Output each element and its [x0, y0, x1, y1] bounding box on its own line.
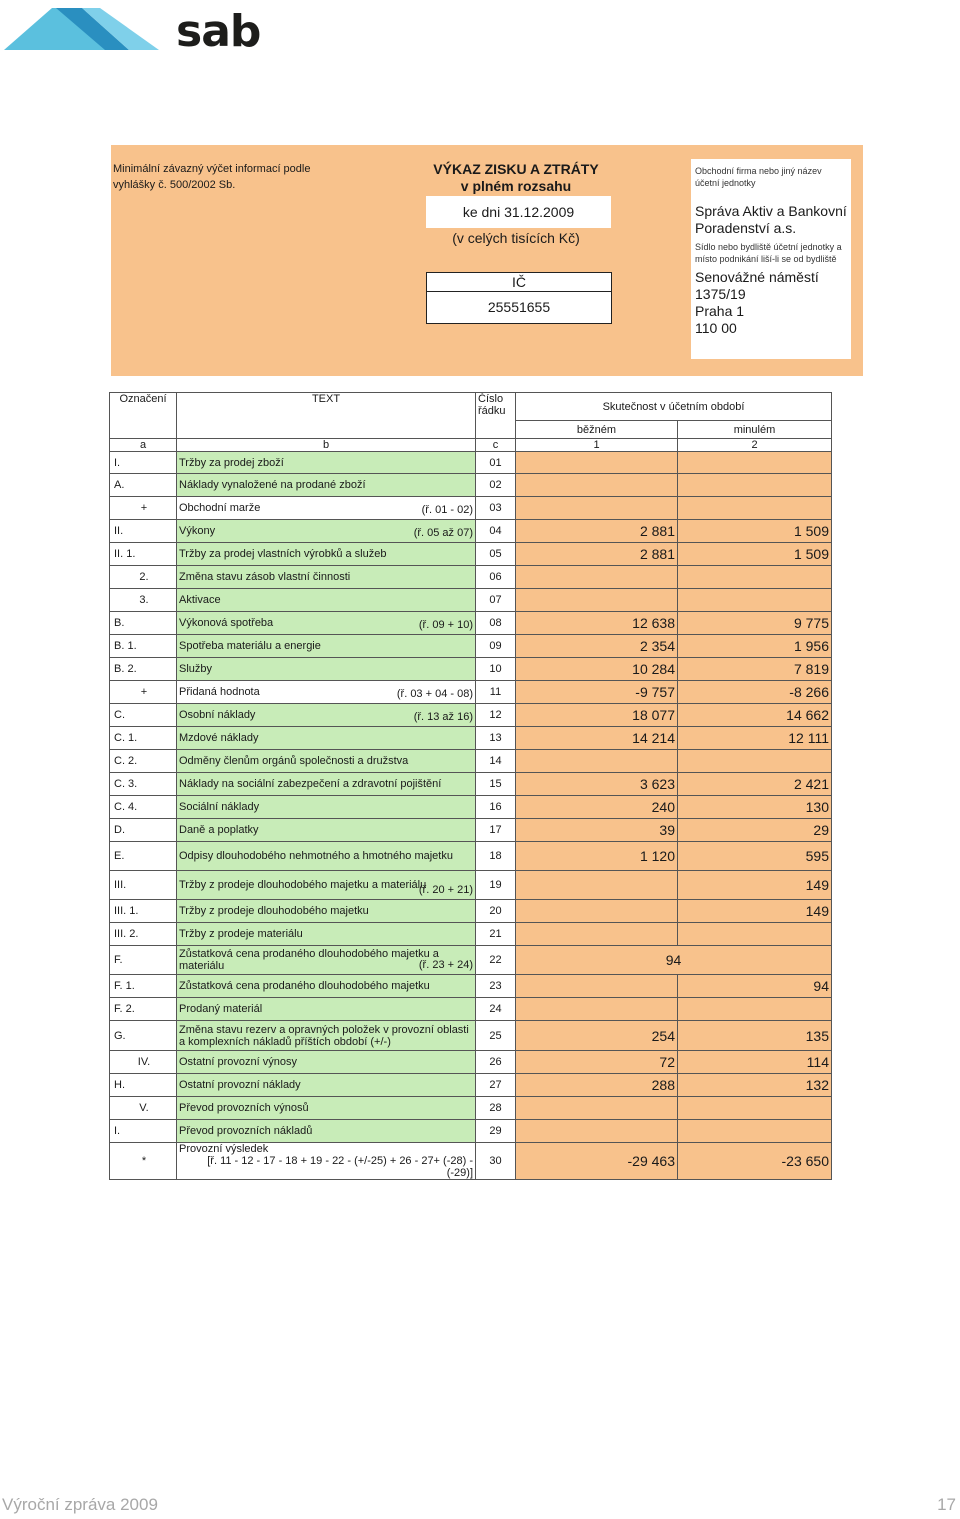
col-header-cislo: Číslo řádku — [476, 393, 516, 439]
table-row — [110, 819, 832, 842]
row-text: Převod provozních nákladů — [179, 1125, 313, 1137]
row-oznaceni: IV. — [110, 1051, 177, 1074]
ic-label: IČ — [427, 273, 611, 292]
row-number: 20 — [476, 900, 516, 923]
row-text-cell — [177, 612, 476, 635]
row-text-cell — [177, 681, 476, 704]
row-text: Sociální náklady — [179, 801, 260, 813]
row-formula: (ř. 01 - 02) — [421, 504, 473, 516]
row-number: 23 — [476, 975, 516, 998]
row-number: 29 — [476, 1120, 516, 1143]
table-row — [110, 1021, 832, 1051]
row-value-current — [516, 1097, 678, 1120]
row-text-cell — [177, 750, 476, 773]
row-text: Změna stavu zásob vlastní činnosti — [179, 571, 351, 583]
row-text: Aktivace — [179, 594, 221, 606]
row-value-current: 2 354 — [516, 635, 678, 658]
row-number: 04 — [476, 520, 516, 543]
row-oznaceni: III. 2. — [110, 923, 177, 946]
row-number: 01 — [476, 452, 516, 474]
report-title-line2: v plném rozsahu — [460, 178, 572, 194]
row-value-current — [516, 900, 678, 923]
row-number: 08 — [476, 612, 516, 635]
row-text: Tržby za prodej zboží — [179, 456, 284, 469]
row-value-previous — [678, 923, 832, 946]
row-value-current: 254 — [516, 1021, 678, 1051]
row-oznaceni: 2. — [110, 566, 177, 589]
ic-value: 25551655 — [487, 299, 551, 315]
table-row — [110, 589, 832, 612]
row-value-previous — [678, 750, 832, 773]
row-oznaceni: F. 2. — [110, 998, 177, 1021]
row-text: Ostatní provozní výnosy — [179, 1056, 297, 1068]
row-oznaceni: C. 2. — [110, 750, 177, 773]
row-text-cell — [177, 819, 476, 842]
row-text-cell — [177, 842, 476, 871]
col-header-oznaceni: Označení — [110, 393, 177, 439]
table-row — [110, 452, 832, 474]
table-row — [110, 497, 832, 520]
company-info — [691, 159, 851, 359]
table-row — [110, 543, 832, 566]
row-value-current — [516, 998, 678, 1021]
row-oznaceni: F. 1. — [110, 975, 177, 998]
report-title — [411, 161, 621, 195]
row-number: 21 — [476, 923, 516, 946]
report-date: ke dni 31.12.2009 — [426, 196, 611, 228]
table-row — [110, 750, 832, 773]
row-text: Zůstatková cena prodaného dlouhodobého majetku — [179, 980, 430, 992]
row-oznaceni: III. — [110, 871, 177, 900]
table-row — [110, 727, 832, 750]
row-oznaceni: V. — [110, 1097, 177, 1120]
row-value-previous: 2 421 — [678, 773, 832, 796]
row-text-cell — [177, 543, 476, 566]
row-value-current: 18 077 — [516, 704, 678, 727]
table-row — [110, 474, 832, 497]
legal-note: Minimální závazný výčet informací podle vyhlášky č. 500/2002 Sb. — [113, 163, 311, 191]
row-text: Tržby z prodeje dlouhodobého majetku a materiálu — [179, 879, 427, 891]
row-text: Tržby z prodeje materiálu — [179, 928, 303, 940]
row-oznaceni: A. — [110, 474, 177, 497]
row-value-previous — [678, 1097, 832, 1120]
row-value-previous: 149 — [678, 871, 832, 900]
row-text: Osobní náklady — [179, 709, 256, 721]
row-text: Služby — [179, 663, 213, 675]
table-row — [110, 946, 832, 975]
row-value-current — [516, 452, 678, 474]
row-text: Výkonová spotřeba — [179, 617, 274, 629]
row-value-previous — [678, 589, 832, 612]
logo-text: sab — [176, 6, 261, 57]
row-text-cell — [177, 946, 476, 975]
row-value-current: 10 284 — [516, 658, 678, 681]
table-row — [110, 658, 832, 681]
table-row — [110, 900, 832, 923]
row-text: Tržby z prodeje dlouhodobého majetku — [179, 905, 369, 917]
row-value-previous: 94 — [678, 975, 832, 998]
row-oznaceni: + — [110, 497, 177, 520]
table-row — [110, 998, 832, 1021]
row-text-cell — [177, 1021, 476, 1051]
logo-mountain-icon — [4, 4, 164, 54]
row-formula: [ř. 11 - 12 - 17 - 18 + 19 - 22 - (+/-25) + 26 - 27+ (-28) - (-29)] — [207, 1155, 473, 1179]
row-value-current: 2 881 — [516, 543, 678, 566]
row-formula: (ř. 09 + 10) — [418, 619, 473, 631]
row-number: 16 — [476, 796, 516, 819]
row-value-previous: 114 — [678, 1051, 832, 1074]
row-text-cell — [177, 998, 476, 1021]
row-number: 26 — [476, 1051, 516, 1074]
row-number: 02 — [476, 474, 516, 497]
row-text: Zůstatková cena prodaného dlouhodobého majetku a materiálu — [179, 948, 439, 972]
row-text-cell — [177, 1143, 476, 1180]
table-row — [110, 871, 832, 900]
row-number: 18 — [476, 842, 516, 871]
row-text-cell — [177, 923, 476, 946]
row-value-current — [516, 474, 678, 497]
table-row — [110, 842, 832, 871]
sub-header-1: 1 — [516, 439, 678, 452]
ic-box — [426, 272, 612, 324]
col-header-bezne: běžném — [516, 421, 678, 439]
table-row — [110, 1097, 832, 1120]
row-value-previous: -23 650 — [678, 1143, 832, 1180]
table-row — [110, 520, 832, 543]
sub-header-2: 2 — [678, 439, 832, 452]
row-formula: (ř. 13 až 16) — [413, 711, 473, 723]
row-oznaceni: G. — [110, 1021, 177, 1051]
row-value-previous — [678, 998, 832, 1021]
row-number: 19 — [476, 871, 516, 900]
row-value-current — [516, 923, 678, 946]
row-formula: (ř. 23 + 24) — [418, 959, 473, 971]
row-number: 10 — [476, 658, 516, 681]
row-value-previous: 149 — [678, 900, 832, 923]
row-text-cell — [177, 497, 476, 520]
row-number: 27 — [476, 1074, 516, 1097]
row-number: 11 — [476, 681, 516, 704]
table-row — [110, 681, 832, 704]
row-value-current: 240 — [516, 796, 678, 819]
row-text: Provozní výsledek — [179, 1143, 269, 1155]
row-oznaceni: 3. — [110, 589, 177, 612]
table-body — [110, 452, 832, 1180]
row-number: 30 — [476, 1143, 516, 1180]
row-text: Spotřeba materiálu a energie — [179, 640, 321, 652]
col-header-skutecnost: Skutečnost v účetním období — [516, 393, 832, 421]
table-row — [110, 1051, 832, 1074]
row-text: Převod provozních výnosů — [179, 1102, 309, 1114]
report-header — [111, 145, 863, 376]
row-text-cell — [177, 727, 476, 750]
row-text: Obchodní marže — [179, 502, 261, 514]
row-value-current: 14 214 — [516, 727, 678, 750]
row-text-cell — [177, 871, 476, 900]
table-row — [110, 704, 832, 727]
row-number: 13 — [476, 727, 516, 750]
row-value-current — [516, 566, 678, 589]
row-oznaceni: H. — [110, 1074, 177, 1097]
row-text-cell — [177, 635, 476, 658]
row-oznaceni: C. 3. — [110, 773, 177, 796]
row-value-previous — [678, 1120, 832, 1143]
row-value-current — [516, 497, 678, 520]
row-value-previous — [678, 452, 832, 474]
row-text: Ostatní provozní náklady — [179, 1079, 301, 1091]
row-formula: (ř. 20 + 21) — [418, 884, 473, 896]
col-header-text: TEXT — [177, 393, 476, 439]
row-number: 14 — [476, 750, 516, 773]
row-text: Změna stavu rezerv a opravných položek v provozní oblasti a komplexních nákladů příštích období (+/-) — [179, 1023, 469, 1048]
row-oznaceni: II. 1. — [110, 543, 177, 566]
row-number: 06 — [476, 566, 516, 589]
row-value-current — [516, 750, 678, 773]
row-text-cell — [177, 704, 476, 727]
row-number: 07 — [476, 589, 516, 612]
sub-header-b: b — [177, 439, 476, 452]
row-value-current — [516, 1120, 678, 1143]
row-oznaceni: + — [110, 681, 177, 704]
row-number: 09 — [476, 635, 516, 658]
table-row — [110, 796, 832, 819]
sub-header-a: a — [110, 439, 177, 452]
row-value-previous: 7 819 — [678, 658, 832, 681]
row-number: 25 — [476, 1021, 516, 1051]
row-value-previous: 29 — [678, 819, 832, 842]
row-oznaceni: C. 4. — [110, 796, 177, 819]
row-number: 03 — [476, 497, 516, 520]
row-formula: (ř. 05 až 07) — [413, 527, 473, 539]
row-oznaceni: B. 2. — [110, 658, 177, 681]
row-oznaceni: D. — [110, 819, 177, 842]
row-text-cell — [177, 1120, 476, 1143]
row-value-current — [516, 871, 678, 900]
report-title-line1: VÝKAZ ZISKU A ZTRÁTY — [433, 161, 599, 177]
row-text-cell — [177, 452, 476, 474]
row-value-previous: 130 — [678, 796, 832, 819]
table-row — [110, 923, 832, 946]
table-row — [110, 566, 832, 589]
address-line4: 110 00 — [695, 320, 737, 336]
row-text: Náklady vynaložené na prodané zboží — [179, 479, 366, 491]
row-oznaceni: C. — [110, 704, 177, 727]
table-row — [110, 1074, 832, 1097]
row-text-cell — [177, 773, 476, 796]
table-row — [110, 635, 832, 658]
row-number: 05 — [476, 543, 516, 566]
row-oznaceni: B. — [110, 612, 177, 635]
row-oznaceni: E. — [110, 842, 177, 871]
row-number: 15 — [476, 773, 516, 796]
row-value-previous: 9 775 — [678, 612, 832, 635]
table-row — [110, 773, 832, 796]
row-number: 22 — [476, 946, 516, 975]
row-value-previous: 1 509 — [678, 543, 832, 566]
row-oznaceni: I. — [110, 452, 177, 474]
row-text: Odměny členům orgánů společnosti a družstva — [179, 755, 409, 767]
row-value-previous — [678, 474, 832, 497]
address-line1: Senovážné náměstí — [695, 269, 819, 285]
row-text: Prodaný materiál — [179, 1003, 263, 1015]
row-text-cell — [177, 796, 476, 819]
row-text-cell — [177, 900, 476, 923]
row-value-previous: 135 — [678, 1021, 832, 1051]
row-value-current: 288 — [516, 1074, 678, 1097]
row-value-current: 3 623 — [516, 773, 678, 796]
row-text-cell — [177, 589, 476, 612]
row-value-current: 39 — [516, 819, 678, 842]
row-value-current: 2 881 — [516, 520, 678, 543]
row-value-current: -9 757 — [516, 681, 678, 704]
row-oznaceni: III. 1. — [110, 900, 177, 923]
row-oznaceni: * — [110, 1143, 177, 1180]
table-row — [110, 975, 832, 998]
sub-header-c: c — [476, 439, 516, 452]
row-value-current — [516, 975, 678, 998]
firm-label: Obchodní firma nebo jiný název účetní jednotky — [695, 166, 822, 188]
row-value-current: -29 463 — [516, 1143, 678, 1180]
row-oznaceni: F. — [110, 946, 177, 975]
row-value-current: 72 — [516, 1051, 678, 1074]
row-number: 24 — [476, 998, 516, 1021]
col-header-minule: minulém — [678, 421, 832, 439]
row-value-previous: 1 956 — [678, 635, 832, 658]
row-text: Daně a poplatky — [179, 824, 259, 836]
table-row — [110, 612, 832, 635]
row-oznaceni: B. 1. — [110, 635, 177, 658]
row-text-cell — [177, 474, 476, 497]
row-oznaceni: I. — [110, 1120, 177, 1143]
page-number: 17 — [937, 1495, 956, 1514]
row-text: Výkony — [179, 525, 216, 537]
income-statement-table — [109, 392, 832, 1180]
row-text-cell — [177, 520, 476, 543]
row-text: Mzdové náklady — [179, 732, 259, 744]
row-value-previous: 14 662 — [678, 704, 832, 727]
footer-title: Výroční zpráva 2009 — [2, 1495, 158, 1514]
row-text: Náklady na sociální zabezpečení a zdravotní pojištění — [179, 778, 442, 790]
row-number: 28 — [476, 1097, 516, 1120]
table-row — [110, 1143, 832, 1180]
row-value-current: 94 — [516, 946, 832, 975]
row-value-current — [516, 589, 678, 612]
address-line2: 1375/19 — [695, 286, 746, 302]
row-text: Tržby za prodej vlastních výrobků a služeb — [179, 548, 387, 560]
row-text: Přidaná hodnota — [179, 686, 260, 698]
row-value-previous: 132 — [678, 1074, 832, 1097]
row-value-previous: 1 509 — [678, 520, 832, 543]
row-oznaceni: C. 1. — [110, 727, 177, 750]
row-value-previous: -8 266 — [678, 681, 832, 704]
row-number: 17 — [476, 819, 516, 842]
row-text-cell — [177, 1097, 476, 1120]
row-text-cell — [177, 658, 476, 681]
report-units: (v celých tisících Kč) — [452, 230, 580, 246]
row-value-previous — [678, 497, 832, 520]
row-value-previous: 12 111 — [678, 727, 832, 750]
row-value-current: 1 120 — [516, 842, 678, 871]
row-text-cell — [177, 566, 476, 589]
address-line3: Praha 1 — [695, 303, 745, 319]
row-text: Odpisy dlouhodobého nehmotného a hmotného majetku — [179, 850, 453, 862]
row-value-current: 12 638 — [516, 612, 678, 635]
row-oznaceni: II. — [110, 520, 177, 543]
row-value-previous: 595 — [678, 842, 832, 871]
table-row — [110, 1120, 832, 1143]
row-text-cell — [177, 1074, 476, 1097]
row-text-cell — [177, 975, 476, 998]
firm-name: Správa Aktiv a Bankovní Poradenství a.s. — [695, 203, 847, 236]
seat-label: Sídlo nebo bydliště účetní jednotky a místo podnikání liší-li se od bydliště — [695, 242, 842, 264]
row-text-cell — [177, 1051, 476, 1074]
row-number: 12 — [476, 704, 516, 727]
row-formula: (ř. 03 + 04 - 08) — [396, 688, 473, 700]
company-logo — [4, 4, 264, 56]
row-value-previous — [678, 566, 832, 589]
